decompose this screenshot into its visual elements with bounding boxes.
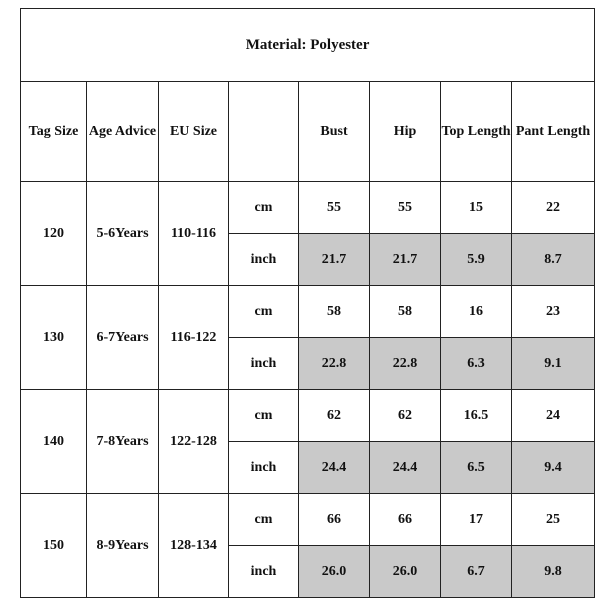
pant-length-inch-cell: 8.7	[512, 234, 595, 286]
unit-cell: inch	[229, 338, 299, 390]
bust-cm-cell: 66	[299, 494, 370, 546]
table-row	[21, 286, 595, 338]
bust-inch-cell: 24.4	[299, 442, 370, 494]
top-length-inch-cell: 6.3	[441, 338, 512, 390]
eu-size-cell: 122-128	[159, 390, 229, 494]
top-length-cm-cell: 16.5	[441, 390, 512, 442]
header-bust: Bust	[299, 82, 370, 182]
header-eu-size: EU Size	[159, 82, 229, 182]
bust-cm-cell: 58	[299, 286, 370, 338]
age-advice-cell: 6-7Years	[87, 286, 159, 390]
bust-inch-cell: 22.8	[299, 338, 370, 390]
bust-cm-cell: 55	[299, 182, 370, 234]
unit-cell: cm	[229, 390, 299, 442]
pant-length-cm-cell: 23	[512, 286, 595, 338]
hip-inch-cell: 21.7	[370, 234, 441, 286]
hip-inch-cell: 26.0	[370, 546, 441, 598]
unit-cell: inch	[229, 546, 299, 598]
eu-size-cell: 116-122	[159, 286, 229, 390]
header-top-length: Top Length	[441, 82, 512, 182]
table-title: Material: Polyester	[21, 9, 595, 82]
header-tag-size: Tag Size	[21, 82, 87, 182]
top-length-cm-cell: 15	[441, 182, 512, 234]
table-row	[21, 182, 595, 234]
hip-cm-cell: 62	[370, 390, 441, 442]
tag-size-cell: 130	[21, 286, 87, 390]
pant-length-cm-cell: 22	[512, 182, 595, 234]
top-length-cm-cell: 16	[441, 286, 512, 338]
hip-cm-cell: 66	[370, 494, 441, 546]
hip-cm-cell: 58	[370, 286, 441, 338]
pant-length-cm-cell: 25	[512, 494, 595, 546]
hip-inch-cell: 24.4	[370, 442, 441, 494]
header-unit	[229, 82, 299, 182]
pant-length-inch-cell: 9.4	[512, 442, 595, 494]
tag-size-cell: 150	[21, 494, 87, 598]
tag-size-cell: 140	[21, 390, 87, 494]
top-length-inch-cell: 6.7	[441, 546, 512, 598]
top-length-cm-cell: 17	[441, 494, 512, 546]
eu-size-cell: 110-116	[159, 182, 229, 286]
hip-cm-cell: 55	[370, 182, 441, 234]
pant-length-inch-cell: 9.1	[512, 338, 595, 390]
pant-length-inch-cell: 9.8	[512, 546, 595, 598]
header-hip: Hip	[370, 82, 441, 182]
tag-size-cell: 120	[21, 182, 87, 286]
unit-cell: inch	[229, 442, 299, 494]
unit-cell: cm	[229, 494, 299, 546]
header-age-advice: Age Advice	[87, 82, 159, 182]
top-length-inch-cell: 6.5	[441, 442, 512, 494]
eu-size-cell: 128-134	[159, 494, 229, 598]
unit-cell: cm	[229, 286, 299, 338]
hip-inch-cell: 22.8	[370, 338, 441, 390]
bust-cm-cell: 62	[299, 390, 370, 442]
age-advice-cell: 5-6Years	[87, 182, 159, 286]
size-chart-table	[20, 8, 595, 598]
bust-inch-cell: 21.7	[299, 234, 370, 286]
header-pant-length: Pant Length	[512, 82, 595, 182]
unit-cell: cm	[229, 182, 299, 234]
table-row	[21, 390, 595, 442]
table-row	[21, 494, 595, 546]
age-advice-cell: 7-8Years	[87, 390, 159, 494]
unit-cell: inch	[229, 234, 299, 286]
bust-inch-cell: 26.0	[299, 546, 370, 598]
age-advice-cell: 8-9Years	[87, 494, 159, 598]
top-length-inch-cell: 5.9	[441, 234, 512, 286]
pant-length-cm-cell: 24	[512, 390, 595, 442]
